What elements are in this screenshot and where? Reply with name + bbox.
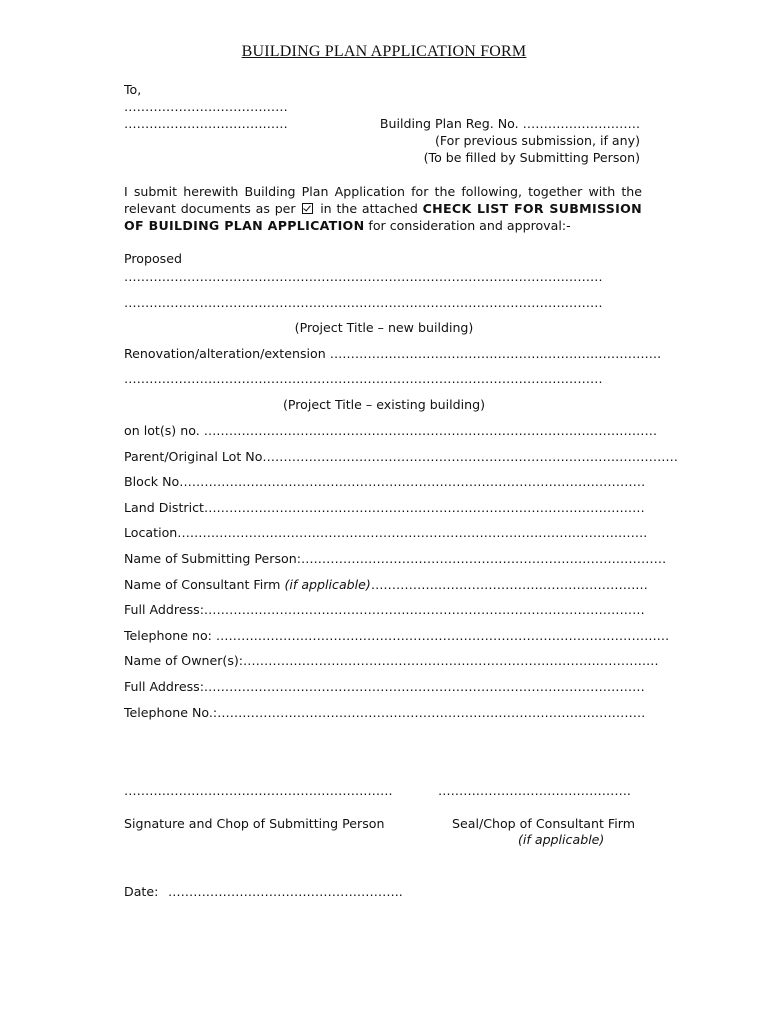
intro-text-3: for consideration and approval:- bbox=[368, 218, 571, 233]
signature-label: Signature and Chop of Submitting Person bbox=[124, 816, 385, 831]
consultant-address-field: Full Address:…………………………………………………………………………………………… bbox=[124, 602, 645, 617]
submitting-person-field: Name of Submitting Person:…………………………………………………………………………… bbox=[124, 551, 667, 566]
intro-text-2: in the attached bbox=[320, 201, 418, 216]
seal-note: (if applicable) bbox=[518, 832, 605, 847]
reg-no-note-2: (To be filled by Submitting Person) bbox=[423, 150, 640, 165]
reg-no-note-1: (For previous submission, if any) bbox=[434, 133, 640, 148]
parent-lot-field: Parent/Original Lot No……………………………………………………………………………………… bbox=[124, 449, 679, 464]
location-field: Location…………………………………………………………………………………………………. bbox=[124, 525, 648, 540]
seal-line: ………………………………………. bbox=[438, 783, 631, 798]
proposed-label: Proposed bbox=[124, 251, 182, 266]
seal-label: Seal/Chop of Consultant Firm bbox=[452, 816, 635, 831]
proposed-line-1: …………………………………………………………………………………………………… bbox=[124, 269, 603, 284]
date-line: ……………………………………………….. bbox=[168, 884, 403, 899]
form-title: BUILDING PLAN APPLICATION FORM bbox=[241, 43, 527, 60]
date-label: Date: bbox=[124, 884, 159, 899]
consultant-firm-note: (if applicable) bbox=[284, 577, 371, 592]
existing-building-caption: (Project Title – existing building) bbox=[282, 397, 486, 412]
checklist-title: CHECK LIST FOR SUBMISSION OF BUILDING PLAN APPLICATION bbox=[124, 201, 642, 233]
reg-no-field: Building Plan Reg. No. ………………………. bbox=[379, 116, 640, 131]
signature-line: ………………………………………………………. bbox=[124, 783, 393, 798]
intro-paragraph bbox=[124, 183, 642, 234]
consultant-firm-field bbox=[124, 577, 648, 593]
consultant-telephone-field: Telephone no: ……………………………………………………………………………………………… bbox=[124, 628, 670, 643]
to-address-line-1: ………………………………… bbox=[124, 99, 288, 114]
owner-address-field: Full Address:…………………………………………………………………………………………… bbox=[124, 679, 645, 694]
to-label: To, bbox=[124, 82, 142, 97]
owner-telephone-field: Telephone No.:………………………………………………………………………………………… bbox=[124, 705, 646, 720]
consultant-firm-label: Name of Consultant Firm bbox=[124, 577, 281, 592]
consultant-firm-dots: ………………………………………………………… bbox=[370, 577, 648, 592]
block-no-field: Block No………………………………………………………………………………………………… bbox=[124, 474, 646, 489]
intro-text-1: I submit herewith Building Plan Application for the following, together with the relevant documents as per bbox=[124, 184, 642, 216]
checked-box-icon bbox=[302, 203, 313, 214]
owner-name-field: Name of Owner(s):……………………………………………………………………………………… bbox=[124, 653, 659, 668]
renovation-field: Renovation/alteration/extension ……………………………………………………………………. bbox=[124, 346, 662, 361]
lot-no-field: on lot(s) no. ……………………………………………………………………………………………… bbox=[124, 423, 658, 438]
to-address-line-2: ………………………………… bbox=[124, 116, 288, 131]
renovation-line-2: …………………………………………………………………………………………………… bbox=[124, 371, 603, 386]
land-district-field: Land District…………………………………………………………………………………………… bbox=[124, 500, 645, 515]
new-building-caption: (Project Title – new building) bbox=[294, 320, 474, 335]
proposed-line-2: …………………………………………………………………………………………………… bbox=[124, 295, 603, 310]
